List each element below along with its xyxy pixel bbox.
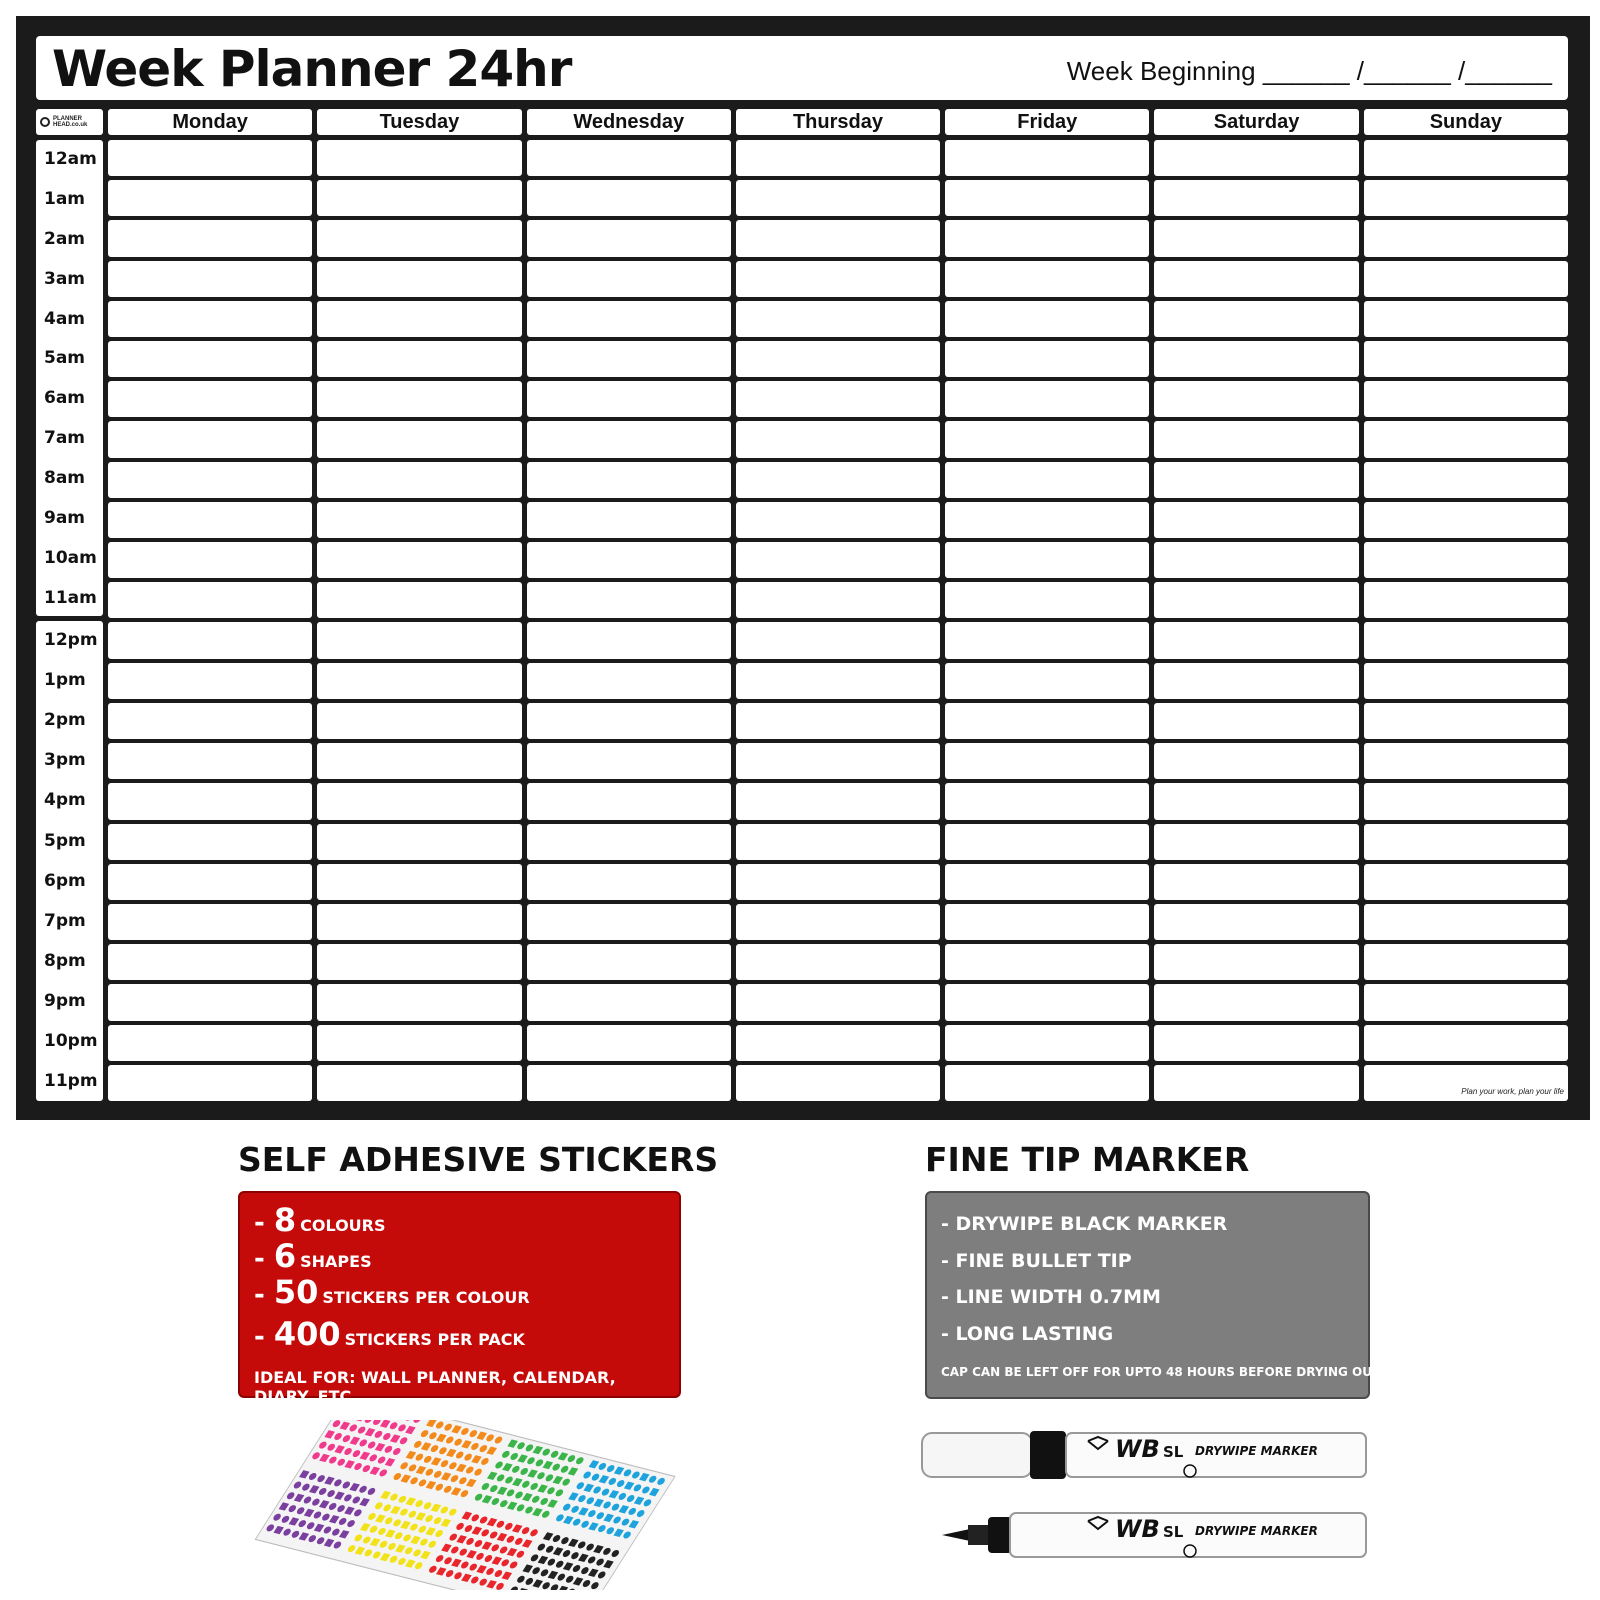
slot-sunday-10am[interactable] <box>1364 542 1568 578</box>
slot-friday-7pm[interactable] <box>945 904 1149 940</box>
slot-saturday-3am[interactable] <box>1154 261 1358 297</box>
day-header-monday: Monday <box>108 109 312 135</box>
slot-tuesday-12am[interactable] <box>317 140 521 176</box>
slot-thursday-5pm[interactable] <box>736 824 940 860</box>
slot-monday-9pm[interactable] <box>108 984 312 1020</box>
slot-wednesday-9am[interactable] <box>527 502 731 538</box>
slot-monday-12am[interactable] <box>108 140 312 176</box>
slot-sunday-7pm[interactable] <box>1364 904 1568 940</box>
slot-monday-1am[interactable] <box>108 180 312 216</box>
slot-friday-6pm[interactable] <box>945 864 1149 900</box>
slot-saturday-3pm[interactable] <box>1154 743 1358 779</box>
slot-wednesday-11am[interactable] <box>527 582 731 618</box>
slot-friday-10am[interactable] <box>945 542 1149 578</box>
slot-thursday-1pm[interactable] <box>736 663 940 699</box>
slot-saturday-6am[interactable] <box>1154 381 1358 417</box>
marker-info-box <box>925 1191 1381 1399</box>
slot-monday-9am[interactable] <box>108 502 312 538</box>
slot-thursday-2am[interactable] <box>736 220 940 256</box>
slot-sunday-12pm[interactable] <box>1364 622 1568 658</box>
slot-saturday-12am[interactable] <box>1154 140 1358 176</box>
slot-thursday-8pm[interactable] <box>736 944 940 980</box>
slot-tuesday-2am[interactable] <box>317 220 521 256</box>
time-label-3am: 3am <box>44 268 86 289</box>
slot-saturday-5pm[interactable] <box>1154 824 1358 860</box>
slot-monday-4pm[interactable] <box>108 783 312 819</box>
marker-feature: - LINE WIDTH 0.7MM <box>941 1286 1161 1308</box>
marker-brand: WB <box>1115 1515 1160 1543</box>
slot-thursday-9pm[interactable] <box>736 984 940 1020</box>
slot-friday-1am[interactable] <box>945 180 1149 216</box>
slot-saturday-11am[interactable] <box>1154 582 1358 618</box>
stickers-number: 6 <box>273 1237 297 1275</box>
slot-sunday-4am[interactable] <box>1364 301 1568 337</box>
time-label-1am: 1am <box>44 188 86 209</box>
slot-tuesday-7am[interactable] <box>317 421 521 457</box>
slot-friday-5am[interactable] <box>945 341 1149 377</box>
slot-friday-3am[interactable] <box>945 261 1149 297</box>
slot-thursday-4pm[interactable] <box>736 783 940 819</box>
stickers-title: SELF ADHESIVE STICKERS <box>238 1140 719 1179</box>
time-label-9am: 9am <box>44 508 86 529</box>
slot-thursday-7pm[interactable] <box>736 904 940 940</box>
slot-thursday-12pm[interactable] <box>736 622 940 658</box>
slot-monday-2am[interactable] <box>108 220 312 256</box>
slot-wednesday-2pm[interactable] <box>527 703 731 739</box>
slot-monday-11am[interactable] <box>108 582 312 618</box>
slot-saturday-5am[interactable] <box>1154 341 1358 377</box>
slot-wednesday-6pm[interactable] <box>527 864 731 900</box>
slot-saturday-9pm[interactable] <box>1154 984 1358 1020</box>
slot-wednesday-4pm[interactable] <box>527 783 731 819</box>
slot-wednesday-1pm[interactable] <box>527 663 731 699</box>
slot-saturday-8pm[interactable] <box>1154 944 1358 980</box>
slot-tuesday-8pm[interactable] <box>317 944 521 980</box>
time-label-7am: 7am <box>44 428 86 449</box>
slot-saturday-9am[interactable] <box>1154 502 1358 538</box>
slot-monday-10am[interactable] <box>108 542 312 578</box>
marker-product: DRYWIPE MARKER <box>1195 1524 1318 1538</box>
time-label-8am: 8am <box>44 468 86 489</box>
time-label-10am: 10am <box>44 547 97 568</box>
day-header-saturday: Saturday <box>1154 109 1358 135</box>
stickers-line: - 400 STICKERS PER PACK <box>254 1315 525 1353</box>
slot-wednesday-5pm[interactable] <box>527 824 731 860</box>
time-label-5pm: 5pm <box>44 830 86 851</box>
time-label-8pm: 8pm <box>44 950 86 971</box>
slot-thursday-4am[interactable] <box>736 301 940 337</box>
stickers-line: - 6 SHAPES <box>254 1237 372 1275</box>
slot-sunday-11am[interactable] <box>1364 582 1568 618</box>
logo-text: PLANNER HEAD.co.uk <box>53 116 88 128</box>
day-header-tuesday: Tuesday <box>317 109 521 135</box>
time-label-3pm: 3pm <box>44 750 86 771</box>
time-label-2pm: 2pm <box>44 710 86 731</box>
slot-wednesday-5am[interactable] <box>527 341 731 377</box>
stickers-number: 400 <box>273 1315 341 1353</box>
stickers-line: - 8 COLOURS <box>254 1201 386 1239</box>
slot-saturday-4pm[interactable] <box>1154 783 1358 819</box>
stickers-text: SHAPES <box>300 1252 372 1271</box>
day-header-sunday: Sunday <box>1364 109 1568 135</box>
slot-saturday-10am[interactable] <box>1154 542 1358 578</box>
planner-head-logo <box>36 109 103 135</box>
time-label-4am: 4am <box>44 308 86 329</box>
slot-monday-2pm[interactable] <box>108 703 312 739</box>
time-label-5am: 5am <box>44 348 86 369</box>
marker-title: FINE TIP MARKER <box>925 1140 1250 1179</box>
slot-monday-6am[interactable] <box>108 381 312 417</box>
slot-saturday-8am[interactable] <box>1154 462 1358 498</box>
slot-monday-1pm[interactable] <box>108 663 312 699</box>
slot-monday-11pm[interactable] <box>108 1065 312 1101</box>
slot-friday-11am[interactable] <box>945 582 1149 618</box>
planner-header <box>36 36 1568 100</box>
slot-friday-4pm[interactable] <box>945 783 1149 819</box>
slot-tuesday-7pm[interactable] <box>317 904 521 940</box>
marker-model: SL <box>1163 1443 1184 1461</box>
slot-tuesday-5am[interactable] <box>317 341 521 377</box>
slot-friday-1pm[interactable] <box>945 663 1149 699</box>
stickers-number: 50 <box>273 1273 319 1311</box>
slot-wednesday-4am[interactable] <box>527 301 731 337</box>
slot-saturday-4am[interactable] <box>1154 301 1358 337</box>
slot-sunday-3pm[interactable] <box>1364 743 1568 779</box>
time-column-am <box>36 140 103 616</box>
slot-sunday-10pm[interactable] <box>1364 1025 1568 1061</box>
slot-saturday-7am[interactable] <box>1154 421 1358 457</box>
slot-wednesday-11pm[interactable] <box>527 1065 731 1101</box>
slot-friday-3pm[interactable] <box>945 743 1149 779</box>
slot-friday-6am[interactable] <box>945 381 1149 417</box>
day-header-friday: Friday <box>945 109 1149 135</box>
slot-sunday-1pm[interactable] <box>1364 663 1568 699</box>
sticker-sheets-image <box>232 1420 702 1590</box>
slot-monday-8pm[interactable] <box>108 944 312 980</box>
slot-tuesday-1pm[interactable] <box>317 663 521 699</box>
day-header-wednesday: Wednesday <box>527 109 731 135</box>
slot-friday-2am[interactable] <box>945 220 1149 256</box>
marker-brand: WB <box>1115 1435 1160 1463</box>
slot-friday-9am[interactable] <box>945 502 1149 538</box>
stickers-text: STICKERS PER COLOUR <box>322 1288 530 1307</box>
slot-thursday-5am[interactable] <box>736 341 940 377</box>
stickers-text: COLOURS <box>300 1216 386 1235</box>
slot-monday-10pm[interactable] <box>108 1025 312 1061</box>
slot-sunday-4pm[interactable] <box>1364 783 1568 819</box>
marker-note: CAP CAN BE LEFT OFF FOR UPTO 48 HOURS BEFORE DRYING OUT <box>941 1365 1381 1379</box>
slot-thursday-12am[interactable] <box>736 140 940 176</box>
slot-wednesday-7pm[interactable] <box>527 904 731 940</box>
slot-friday-7am[interactable] <box>945 421 1149 457</box>
slot-thursday-2pm[interactable] <box>736 703 940 739</box>
slot-friday-11pm[interactable] <box>945 1065 1149 1101</box>
time-label-7pm: 7pm <box>44 910 86 931</box>
slot-saturday-1pm[interactable] <box>1154 663 1358 699</box>
slot-wednesday-1am[interactable] <box>527 180 731 216</box>
slot-thursday-8am[interactable] <box>736 462 940 498</box>
slot-tuesday-1am[interactable] <box>317 180 521 216</box>
slot-thursday-6pm[interactable] <box>736 864 940 900</box>
slot-tuesday-11am[interactable] <box>317 582 521 618</box>
slot-saturday-1am[interactable] <box>1154 180 1358 216</box>
slot-thursday-1am[interactable] <box>736 180 940 216</box>
marker-model: SL <box>1163 1523 1184 1541</box>
slot-friday-8pm[interactable] <box>945 944 1149 980</box>
slot-tuesday-9am[interactable] <box>317 502 521 538</box>
slot-thursday-3pm[interactable] <box>736 743 940 779</box>
slot-sunday-9am[interactable] <box>1364 502 1568 538</box>
slot-tuesday-6pm[interactable] <box>317 864 521 900</box>
slot-monday-8am[interactable] <box>108 462 312 498</box>
marker-feature: - DRYWIPE BLACK MARKER <box>941 1213 1228 1235</box>
slot-saturday-6pm[interactable] <box>1154 864 1358 900</box>
slot-wednesday-8pm[interactable] <box>527 944 731 980</box>
slot-monday-3pm[interactable] <box>108 743 312 779</box>
slot-saturday-12pm[interactable] <box>1154 622 1358 658</box>
slot-thursday-11am[interactable] <box>736 582 940 618</box>
slot-friday-9pm[interactable] <box>945 984 1149 1020</box>
slot-tuesday-12pm[interactable] <box>317 622 521 658</box>
slot-monday-5pm[interactable] <box>108 824 312 860</box>
week-planner-board <box>16 16 1590 1120</box>
time-label-11am: 11am <box>44 587 97 608</box>
slot-tuesday-3am[interactable] <box>317 261 521 297</box>
slot-sunday-2am[interactable] <box>1364 220 1568 256</box>
day-headers <box>108 109 1568 135</box>
slot-tuesday-10am[interactable] <box>317 542 521 578</box>
marker-feature: - LONG LASTING <box>941 1323 1114 1345</box>
slot-saturday-7pm[interactable] <box>1154 904 1358 940</box>
slot-sunday-9pm[interactable] <box>1364 984 1568 1020</box>
slot-sunday-12am[interactable] <box>1364 140 1568 176</box>
time-label-1pm: 1pm <box>44 670 86 691</box>
slot-sunday-8pm[interactable] <box>1364 944 1568 980</box>
time-column-pm <box>36 621 103 1101</box>
slot-wednesday-7am[interactable] <box>527 421 731 457</box>
time-label-9pm: 9pm <box>44 990 86 1011</box>
slot-sunday-5am[interactable] <box>1364 341 1568 377</box>
slot-wednesday-10am[interactable] <box>527 542 731 578</box>
time-label-4pm: 4pm <box>44 790 86 811</box>
slot-saturday-2pm[interactable] <box>1154 703 1358 739</box>
stickers-line: - 50 STICKERS PER COLOUR <box>254 1273 530 1311</box>
slot-tuesday-3pm[interactable] <box>317 743 521 779</box>
slot-tuesday-10pm[interactable] <box>317 1025 521 1061</box>
slot-thursday-3am[interactable] <box>736 261 940 297</box>
slot-sunday-3am[interactable] <box>1364 261 1568 297</box>
slot-wednesday-8am[interactable] <box>527 462 731 498</box>
marker-feature: - FINE BULLET TIP <box>941 1250 1132 1272</box>
slot-sunday-2pm[interactable] <box>1364 703 1568 739</box>
stickers-number: 8 <box>273 1201 297 1239</box>
slot-wednesday-9pm[interactable] <box>527 984 731 1020</box>
slot-sunday-5pm[interactable] <box>1364 824 1568 860</box>
slot-thursday-9am[interactable] <box>736 502 940 538</box>
week-beginning-field[interactable]: Week Beginning ______ /______ /______ <box>1066 56 1552 86</box>
slot-sunday-7am[interactable] <box>1364 421 1568 457</box>
time-label-6am: 6am <box>44 388 86 409</box>
slot-thursday-10pm[interactable] <box>736 1025 940 1061</box>
slot-tuesday-9pm[interactable] <box>317 984 521 1020</box>
slot-wednesday-2am[interactable] <box>527 220 731 256</box>
stickers-text: STICKERS PER PACK <box>344 1330 525 1349</box>
slot-tuesday-5pm[interactable] <box>317 824 521 860</box>
slot-thursday-7am[interactable] <box>736 421 940 457</box>
slot-wednesday-12am[interactable] <box>527 140 731 176</box>
slot-sunday-1am[interactable] <box>1364 180 1568 216</box>
slot-saturday-11pm[interactable] <box>1154 1065 1358 1101</box>
slot-friday-12am[interactable] <box>945 140 1149 176</box>
stickers-info-box <box>238 1191 681 1406</box>
time-label-10pm: 10pm <box>44 1031 98 1052</box>
slot-thursday-10am[interactable] <box>736 542 940 578</box>
time-label-12pm: 12pm <box>44 630 98 651</box>
slot-saturday-2am[interactable] <box>1154 220 1358 256</box>
time-label-2am: 2am <box>44 228 86 249</box>
slot-tuesday-11pm[interactable] <box>317 1065 521 1101</box>
slot-sunday-6pm[interactable] <box>1364 864 1568 900</box>
slot-tuesday-4am[interactable] <box>317 301 521 337</box>
time-label-6pm: 6pm <box>44 870 86 891</box>
slot-thursday-11pm[interactable] <box>736 1065 940 1101</box>
slot-tuesday-6am[interactable] <box>317 381 521 417</box>
slot-wednesday-3am[interactable] <box>527 261 731 297</box>
slot-wednesday-6am[interactable] <box>527 381 731 417</box>
slot-wednesday-12pm[interactable] <box>527 622 731 658</box>
planner-tagline: Plan your work, plan your life <box>1461 1087 1564 1096</box>
slot-wednesday-10pm[interactable] <box>527 1025 731 1061</box>
slot-monday-4am[interactable] <box>108 301 312 337</box>
slot-tuesday-4pm[interactable] <box>317 783 521 819</box>
slot-monday-7am[interactable] <box>108 421 312 457</box>
slot-friday-5pm[interactable] <box>945 824 1149 860</box>
logo-icon <box>40 117 50 127</box>
planner-title: Week Planner 24hr <box>52 40 572 98</box>
slot-friday-8am[interactable] <box>945 462 1149 498</box>
marker-pen-open <box>940 1505 1375 1565</box>
time-label-12am: 12am <box>44 148 97 169</box>
slot-monday-3am[interactable] <box>108 261 312 297</box>
slot-friday-4am[interactable] <box>945 301 1149 337</box>
slot-friday-2pm[interactable] <box>945 703 1149 739</box>
slot-saturday-10pm[interactable] <box>1154 1025 1358 1061</box>
slot-monday-5am[interactable] <box>108 341 312 377</box>
stickers-ideal-for: IDEAL FOR: WALL PLANNER, CALENDAR, DIARY, ETC <box>254 1368 616 1406</box>
slot-wednesday-3pm[interactable] <box>527 743 731 779</box>
time-label-11pm: 11pm <box>44 1071 98 1092</box>
slot-tuesday-8am[interactable] <box>317 462 521 498</box>
slot-monday-6pm[interactable] <box>108 864 312 900</box>
slot-friday-10pm[interactable] <box>945 1025 1149 1061</box>
marker-product: DRYWIPE MARKER <box>1195 1444 1318 1458</box>
schedule-grid <box>108 140 1568 1101</box>
slot-thursday-6am[interactable] <box>736 381 940 417</box>
slot-monday-12pm[interactable] <box>108 622 312 658</box>
day-header-thursday: Thursday <box>736 109 940 135</box>
marker-pen-capped <box>920 1425 1375 1485</box>
slot-friday-12pm[interactable] <box>945 622 1149 658</box>
slot-sunday-8am[interactable] <box>1364 462 1568 498</box>
slot-monday-7pm[interactable] <box>108 904 312 940</box>
slot-tuesday-2pm[interactable] <box>317 703 521 739</box>
slot-sunday-6am[interactable] <box>1364 381 1568 417</box>
